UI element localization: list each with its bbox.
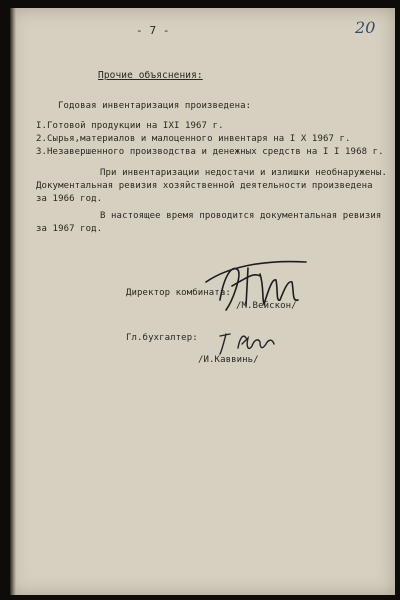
findings-line: за 1966 год. <box>36 194 103 204</box>
chief-accountant-signature <box>214 326 284 360</box>
audit-line: за 1967 год. <box>36 224 103 234</box>
chief-accountant-label: Гл.бухгалтер: <box>126 333 198 343</box>
audit-line: В настоящее время проводится документальная ревизия <box>100 211 382 221</box>
document-page <box>10 8 395 595</box>
director-name: /М.Вейскон/ <box>236 301 297 311</box>
archive-sheet-number: 20 <box>355 18 376 37</box>
chief-accountant-name: /И.Каввинь/ <box>198 355 259 365</box>
findings-line: Документальная ревизия хозяйственной деятельности произведена <box>36 181 373 191</box>
inventory-item: 2.Сырья,материалов и малоценного инвентаря на I X 1967 г. <box>36 134 351 144</box>
inventory-intro: Годовая инвентаризация произведена: <box>58 101 252 111</box>
director-label: Директор комбината: <box>126 288 231 298</box>
findings-line: При инвентаризации недостачи и излишки необнаружены. <box>100 168 387 178</box>
director-signature <box>202 256 312 318</box>
page-number: - 7 - <box>136 24 170 37</box>
inventory-item: I.Готовой продукции на IXI 1967 г. <box>36 121 224 131</box>
section-heading: Прочие объяснения: <box>98 70 203 81</box>
inventory-item: 3.Незавершенного производства и денежных средств на I I 1968 г. <box>36 147 384 157</box>
